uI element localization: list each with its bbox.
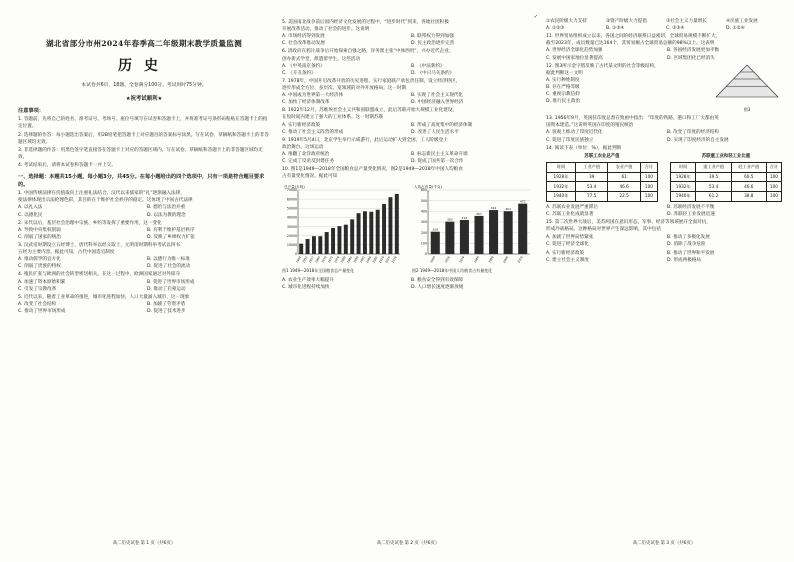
answer-option: B. 形成了高度集中的经济体制 <box>411 122 473 128</box>
table-cell: 53.4 <box>575 182 607 192</box>
question-text: 5. 美国南北战争前后国内经济文化发展的过程中，“进步时代”到来，各地社团积极 <box>282 20 449 25</box>
y-tick-label: 600 <box>420 188 427 193</box>
answer-option: B. 促进了世界市场形成 <box>147 279 195 285</box>
page-1 <box>18 18 270 547</box>
answer-option: A. 加速了资本原始积累 <box>18 279 66 285</box>
output-table <box>546 154 658 202</box>
table-cell: 1928年 <box>547 172 576 182</box>
answer-option: A. 实行新经济政策 <box>282 122 321 128</box>
page-footer: 高二历史试卷 第 2 页（共6页） <box>376 541 440 547</box>
exam-info: 本试卷共6页，18题。全卷满分100分。考试用时75分钟。 <box>81 83 207 89</box>
answer-option: D. 中国经济融入世界经济 <box>411 100 464 106</box>
checkmark-mark: ✓ <box>533 14 538 20</box>
answer-option: B. 推动了世界和平发展 <box>667 250 715 256</box>
answer-option: D. 实现了印度经济的自主发展 <box>667 137 729 143</box>
bar <box>445 222 454 254</box>
notes-list <box>18 116 270 169</box>
answer-option: A. 中国成为世界第一大经济体 <box>282 93 344 99</box>
table-header-cell: 时间 <box>671 162 696 172</box>
exam-title: 湖北省部分市州2024年春季高二年级期末教学质量监测 <box>46 39 242 48</box>
question-16-options <box>546 250 782 264</box>
answer-option: A. 导致中央集权削弱 <box>18 227 61 233</box>
question-10 <box>282 166 534 180</box>
answer-option: B. 有利于维护基层秩序 <box>147 227 195 233</box>
table-header-cell: 工业产值 <box>575 162 607 172</box>
table-cell: 22.5 <box>608 192 640 202</box>
answer-option: B. 以德行为唯一标准 <box>147 257 190 263</box>
answer-option: A. 推翻了北洋政府统治 <box>282 151 330 157</box>
question-text: 使法律体现出宗法伦理色彩，其目的在于维护社会秩序的稳定。这体现了中国古代法律 <box>18 198 193 204</box>
question-text: 10. 图1是1949—2018年全国粮食总产量变化情况，图2是1949—2018年中国人均粮食 <box>282 167 463 173</box>
table-cell: 100 <box>640 182 657 192</box>
grain-output-bar-chart <box>282 182 404 268</box>
question-4 <box>18 271 270 292</box>
y-tick-label: 60000 <box>286 197 297 202</box>
bar <box>306 239 310 254</box>
question-text: 7. 1978年，中国开启改革开放的历史进程，实行家庭联产承包责任制，设立经济特区， <box>282 78 461 84</box>
question-text: 15. 第二次世界大战后，美苏两国在意识形态、军事、经济等领域展开全面对抗， <box>546 220 711 226</box>
answer-option: A. 世界经济全球化趋势加强 <box>546 48 603 54</box>
question-7 <box>282 78 534 106</box>
answer-option: A. 加剧了世界局势紧张 <box>546 234 594 240</box>
question-6 <box>282 48 534 76</box>
answer-option: B. 《中法新约》 <box>411 63 445 69</box>
question-text: 形成冷战格局。这种格局对世界产生深远影响，其中包括 <box>546 227 661 233</box>
y-tick-label: 200 <box>420 231 427 236</box>
answer-option: D. 苏联轻工业发展迅速 <box>667 212 715 218</box>
x-tick-label: 1978 <box>333 255 341 265</box>
answer-option: C. ②③④ <box>666 26 685 32</box>
note-item: 3. 非选择题的作答：用黑色签字笔直接答在答题卡上对应的答题区域内。写在试卷、草稿纸和答题卡上的非答题区域均无效。 <box>18 147 263 160</box>
question-14 <box>546 145 782 152</box>
x-tick-label: 1988 <box>472 255 480 265</box>
grain-per-capita-chart <box>412 182 534 274</box>
table-cell: 61 <box>608 172 640 182</box>
pyramid-diagram <box>712 63 782 103</box>
answer-option: C. 促进了印度民族独立 <box>546 137 594 143</box>
table-header-cell: 农业产值 <box>608 162 640 172</box>
data-label: 401 <box>505 207 512 212</box>
bar <box>325 232 329 254</box>
statement-options <box>546 25 782 32</box>
question-text: 逐步形成全方位、多层次、宽领域的对外开放格局。这一时期 <box>282 85 407 91</box>
question-text: 截至2023年，成员数量已达164个，其贸易额占全球贸易总额的98%以上。这表明 <box>546 41 715 47</box>
x-tick-label: 2015 <box>384 255 392 265</box>
x-tick-label: 2018 <box>390 255 398 265</box>
y-tick-label: 40000 <box>286 216 297 221</box>
subject-title: 历史 <box>118 57 170 74</box>
table-row <box>547 172 658 182</box>
data-label: 357 <box>476 212 482 217</box>
x-tick-label: 2000 <box>365 255 373 265</box>
question-14-options <box>546 204 782 218</box>
axis-label: 总产量(万吨) <box>284 185 305 190</box>
table-title: 苏联工农业总产值 <box>584 153 620 159</box>
answer-option: B. 加剧了劳资矛盾 <box>147 301 186 307</box>
table-cell: 100 <box>766 182 781 192</box>
answer-option: A. 农业生产效率大幅提升 <box>282 277 334 283</box>
answer-option: C. 重视宗教信仰 <box>546 92 580 98</box>
question-text: 13. 1956年9月，英国驻印度总督在致函中指出：“印度的铁路、港口和工厂大都由英 <box>546 116 719 122</box>
answer-option: D. 民主政治逐步完善 <box>411 41 455 47</box>
answer-option: B. 推动了多极化发展 <box>667 234 710 240</box>
answer-option: C. 引发了宗教改革 <box>18 286 57 292</box>
answer-option: C. 建立社会主义制度 <box>546 257 589 263</box>
answer-option: D. 推动了启蒙运动 <box>147 286 186 292</box>
answer-option: B. 德治与法治并重 <box>147 205 186 211</box>
bar <box>504 212 513 255</box>
table-row <box>671 192 782 202</box>
table-row <box>671 182 782 192</box>
good-luck-banner: ★祝考试顺利★ <box>125 95 163 102</box>
x-tick-label: 1985 <box>346 255 354 265</box>
y-tick-label: 70000 <box>286 188 297 193</box>
answer-option: D. 反映了乡绅权力扩张 <box>147 234 195 240</box>
answer-option: C. 苏联工业化成就显著 <box>546 212 594 218</box>
answer-option: B. 苏联经济发展不平衡 <box>667 205 715 211</box>
notes-heading: 注意事项： <box>18 108 44 115</box>
note-item: 2. 选择题的作答：每小题选出答案后，用2B铅笔把答题卡上对应题目的答案标号涂黑。写在试卷、草稿纸和答题卡上的非答题区域均无效。 <box>18 132 269 145</box>
table-cell: 1932年 <box>671 182 696 192</box>
answer-option: A. 以礼入法 <box>18 205 43 211</box>
question-5 <box>18 294 270 315</box>
table-cell: 100 <box>766 192 781 202</box>
answer-option: D. 《中日马关条约》 <box>411 70 455 76</box>
page-2 <box>282 18 534 547</box>
answer-option: A. 客观上推动了印度近代化 <box>546 130 603 136</box>
question-13 <box>546 115 782 143</box>
statement-item: ①农民阶级大力支持 <box>546 19 587 24</box>
data-label: 319 <box>461 216 468 221</box>
table-cell: 1928年 <box>671 172 696 182</box>
answer-option: D. 促成了国共第一次合作 <box>411 159 464 165</box>
question-text: 政治舞台。这场运动 <box>282 144 324 150</box>
figure-caption: 图1 1949—2018年全国粮食总产量变化 <box>282 268 355 274</box>
grain-per-capita-bar-chart <box>412 182 534 268</box>
table-header-cell: 合计 <box>640 162 657 172</box>
table-cell: 1940年 <box>547 192 576 202</box>
y-tick-label: 300 <box>420 220 427 225</box>
question-text: 2. 宋代以后，基层社会治理中宗族、乡约等发挥了重要作用，这一变化 <box>18 220 162 226</box>
answer-option: D. 以法为教的理念 <box>147 212 186 218</box>
bar <box>376 210 380 254</box>
y-tick-label: 50000 <box>286 206 297 211</box>
section-heading: 一、选择题：本题共15小题，每小题3分，共45分。在每小题给出的四个选项中，只有一项是符合题目要求的。 <box>18 174 265 189</box>
table-cell: 46.6 <box>731 182 766 192</box>
figure-caption: 图3 <box>743 106 751 112</box>
table-cell: 39.5 <box>696 172 731 182</box>
x-tick-label: 2018 <box>516 255 524 265</box>
chart-row <box>282 182 534 274</box>
question-12-text <box>546 63 696 106</box>
x-tick-label: 1990 <box>352 255 360 265</box>
answer-option: B. 各国经济发展更加平衡 <box>667 48 720 54</box>
industry-table <box>670 154 782 202</box>
answer-option: B. 存在严格等级 <box>546 84 580 90</box>
answer-option: B. ①③④ <box>606 26 625 32</box>
answer-option: A. 改变了社会结构 <box>18 301 57 307</box>
x-tick-label: 1978 <box>458 255 466 265</box>
answer-option: C. 削弱了国家的统治 <box>18 234 61 240</box>
table-cell: 46.6 <box>608 182 640 192</box>
grain-output-chart <box>282 182 404 274</box>
x-tick-label: 1998 <box>487 255 495 265</box>
y-tick-label: 500 <box>420 199 427 204</box>
bar <box>518 204 527 254</box>
bar <box>369 212 373 254</box>
y-tick-label: 400 <box>420 209 427 214</box>
answer-option: C. 推动了社会主义阵营的形成 <box>282 129 344 135</box>
bar <box>388 198 392 255</box>
bar <box>318 237 322 255</box>
table-cell: 38.8 <box>731 192 766 202</box>
answer-option: C. 发展中国家地位显著提高 <box>546 55 603 61</box>
table-header-cell: 时间 <box>547 162 576 172</box>
question-text: 在短时间内建立了强大的工业体系。这一时期苏联 <box>282 115 384 121</box>
answer-option: D. 改善了人民生活水平 <box>411 129 459 135</box>
axis-label: 人均占有量(千克) <box>414 185 442 190</box>
table-cell: 60.5 <box>731 172 766 182</box>
question-5b <box>282 19 534 47</box>
x-tick-label: 1980 <box>339 255 347 265</box>
x-tick-label: 1970 <box>320 255 328 265</box>
statement-item: ②资产阶级大力提倡 <box>606 19 647 24</box>
answer-option: D. 推行民主政治 <box>546 99 581 105</box>
table-header-cell: 合计 <box>766 162 781 172</box>
x-tick-label: 1958 <box>443 255 451 265</box>
table-title: 苏联重工业和轻工业比重 <box>701 153 751 159</box>
answer-option: C. 完成了反帝反封建任务 <box>282 159 335 165</box>
x-tick-label: 2008 <box>501 255 510 265</box>
answer-option: D. 促进了技术进步 <box>147 308 186 314</box>
question-text: 占有量变化情况。据此可知 <box>282 174 338 180</box>
bar <box>363 212 367 255</box>
page-footer: 高二历史试卷 第 3 页（共6页） <box>632 541 696 547</box>
table-cell: 100 <box>766 172 781 182</box>
question-text: 1. 中国传统法律在价值取向上注重礼法结合，汉代以来儒家的“礼”逐渐融入法律， <box>18 191 185 197</box>
note-item: 4. 考试结束后，请将本试卷和答题卡一并上交。 <box>18 162 116 168</box>
question-text: 14. 阅读下表（单位：%），据此判断 <box>546 145 622 151</box>
answer-option: C. 《辛丑条约》 <box>282 70 316 76</box>
answer-option: B. 联邦权力得到加强 <box>411 34 454 40</box>
x-tick-label: 1975 <box>326 255 334 265</box>
answer-option: B. 标志新民主主义革命开端 <box>411 151 468 157</box>
answer-option: C. 促进了经济全球化 <box>546 241 589 247</box>
answer-option: C. 推动了世界市场形成 <box>18 308 66 314</box>
question-15 <box>546 219 782 247</box>
answer-option: D. 区域集团化已经消失 <box>667 55 715 61</box>
answer-option: D. 形成两极格局 <box>667 257 702 263</box>
data-table <box>670 162 782 203</box>
question-text: 11. 世界贸易组织成立以来，各国之间的经济联系日益密切，全球贸易规模不断扩大， <box>546 34 721 40</box>
answer-option: C. 以德化民 <box>18 212 43 218</box>
table-cell: 77.5 <box>575 192 607 202</box>
x-tick-label: 1949 <box>429 255 437 265</box>
x-tick-label: 1952 <box>301 255 309 265</box>
data-label: 209 <box>432 228 439 233</box>
data-label: 303 <box>446 218 453 223</box>
question-text: 8. 1922年12月，苏维埃社会主义共和国联盟成立，此后苏联开始大规模工业化建设， <box>282 108 457 114</box>
answer-option: C. 削弱了贵族的特权 <box>18 264 61 270</box>
table-cell: 61.2 <box>696 192 731 202</box>
bar <box>331 228 335 254</box>
y-tick-label: 10000 <box>286 243 297 248</box>
question-text: 12. 图3所示金字塔反映了古代某文明的社会等级结构， <box>546 63 659 69</box>
data-label: 412 <box>490 206 497 211</box>
bar <box>337 227 341 255</box>
question-11 <box>546 33 782 61</box>
bar <box>382 204 386 254</box>
x-tick-label: 2010 <box>377 255 385 265</box>
table-header-row <box>547 162 658 172</box>
answer-option: A. 《中英南京条约》 <box>282 63 325 69</box>
x-tick-label: 1995 <box>358 255 366 265</box>
bar <box>312 237 316 255</box>
bar <box>474 216 483 254</box>
y-tick-label: 20000 <box>286 234 297 239</box>
table-header-cell: 轻工业产值 <box>731 162 766 172</box>
question-text: 4. 殖民扩张与欧洲的社会转型密切相关。在这一过程中，欧洲国家通过对外掠夺 <box>18 272 181 278</box>
statement-item: ③社会主义力量增长 <box>666 19 707 24</box>
table-row <box>547 182 658 192</box>
table-header-row <box>671 162 782 172</box>
answer-option: D. 消除了战争危险 <box>667 241 706 247</box>
answer-option: C. 城市化进程持续加快 <box>282 284 330 290</box>
bar <box>460 220 469 254</box>
bar <box>395 194 399 254</box>
question-1 <box>18 190 270 218</box>
answer-option: C. 加快了经济体制改革 <box>282 100 330 106</box>
answer-option: D. 人口增长速度逐渐放缓 <box>411 284 464 290</box>
answer-option: A. 市场经济得到发展 <box>282 34 325 40</box>
question-12 <box>546 63 782 115</box>
answer-option: A. 实行新经济政策 <box>546 250 585 256</box>
question-text: 据此判断这一文明 <box>546 70 583 76</box>
question-10-options <box>282 277 534 291</box>
bar <box>489 210 498 254</box>
answer-option: A. ①②③ <box>546 26 565 32</box>
question-8 <box>282 107 534 135</box>
data-table <box>546 162 658 203</box>
question-text: 五经为主要内容。据此可知，古代中国选官制度 <box>18 250 115 256</box>
table-row <box>547 192 658 202</box>
question-text: 国资本建造。”这说明英国在印度的殖民统治 <box>546 123 634 129</box>
bar <box>299 244 303 254</box>
answer-option: D. 促进了社会的流动 <box>147 264 191 270</box>
y-tick-label: 100 <box>420 241 427 246</box>
answer-option: A. 苏联农业发展严重滞后 <box>546 205 598 211</box>
note-item: 1. 答题前，先将自己的姓名、准考证号、考场号、座位号填写在试卷和答题卡上，并将准考证号条形码粘贴在答题卡上的指定位置。 <box>18 117 268 130</box>
bar <box>431 232 440 254</box>
question-text: 开展改革活动，推动了社会的进步。这说明 <box>282 27 370 33</box>
statement-list <box>546 18 782 25</box>
x-tick-label: 2005 <box>371 255 379 265</box>
question-text: 6. 清政府在鸦片战争后开始探索自强之路，洋务派主张“中体西用”，兴办近代企业， <box>282 49 454 55</box>
answer-option: A. 推动儒学的官方化 <box>18 257 61 263</box>
data-label: 472 <box>519 200 526 205</box>
statement-item: ④民族工业发展 <box>726 19 758 24</box>
page-footer: 高二历史试卷 第 1 页（共6页） <box>112 541 176 547</box>
bar <box>357 214 361 255</box>
question-3 <box>18 242 270 270</box>
pyramid-figure <box>712 63 782 115</box>
table-cell: 100 <box>640 192 657 202</box>
answer-option: A. 实行种姓制度 <box>546 77 580 83</box>
x-tick-label: 1965 <box>314 255 322 265</box>
question-text: 3. 汉武帝时期设立五经博士，唐代科举以经义取士，元明清时期科举考试以四书 <box>18 242 181 248</box>
bar <box>344 225 348 254</box>
answer-option: B. 实现了社会主义现代化 <box>411 93 464 99</box>
x-tick-label: 1949 <box>295 255 303 265</box>
question-9 <box>282 137 534 165</box>
answer-option: B. 粮食安全得到有效保障 <box>411 277 464 283</box>
question-text: 9. 1919年5月4日，北京学生举行示威游行，此后运动扩大到全国，工人阶级登上 <box>282 137 448 143</box>
table-row <box>671 172 782 182</box>
y-tick-label: 30000 <box>286 225 297 230</box>
figure-caption: 图2 1949—2018年中国人均粮食占有量变化 <box>412 268 493 274</box>
question-text: 5. 近代以来，随着工业革命的推进，城市化进程加快，人口大量涌入城市，这一现象 <box>18 294 190 300</box>
table-header-cell: 重工业产值 <box>696 162 731 172</box>
bar <box>350 220 354 255</box>
answer-option: B. 改变了印度的经济结构 <box>667 130 720 136</box>
table-cell: 100 <box>640 172 657 182</box>
x-tick-label: 1957 <box>307 255 315 265</box>
table-cell: 1940年 <box>671 192 696 202</box>
table-cell: 53.4 <box>696 182 731 192</box>
question-text: 创办新式学堂，派遣留学生。这些活动 <box>282 56 361 62</box>
table-row <box>546 154 782 202</box>
y-tick-label: 0 <box>424 252 427 257</box>
table-cell: 1932年 <box>547 182 576 192</box>
answer-option: C. 社会改革推动发展 <box>282 41 325 47</box>
y-tick-label: 0 <box>294 252 297 257</box>
question-2 <box>18 220 270 241</box>
page-3 <box>546 18 782 547</box>
table-cell: 39 <box>575 172 607 182</box>
answer-option: D. ①②④ <box>726 26 745 32</box>
